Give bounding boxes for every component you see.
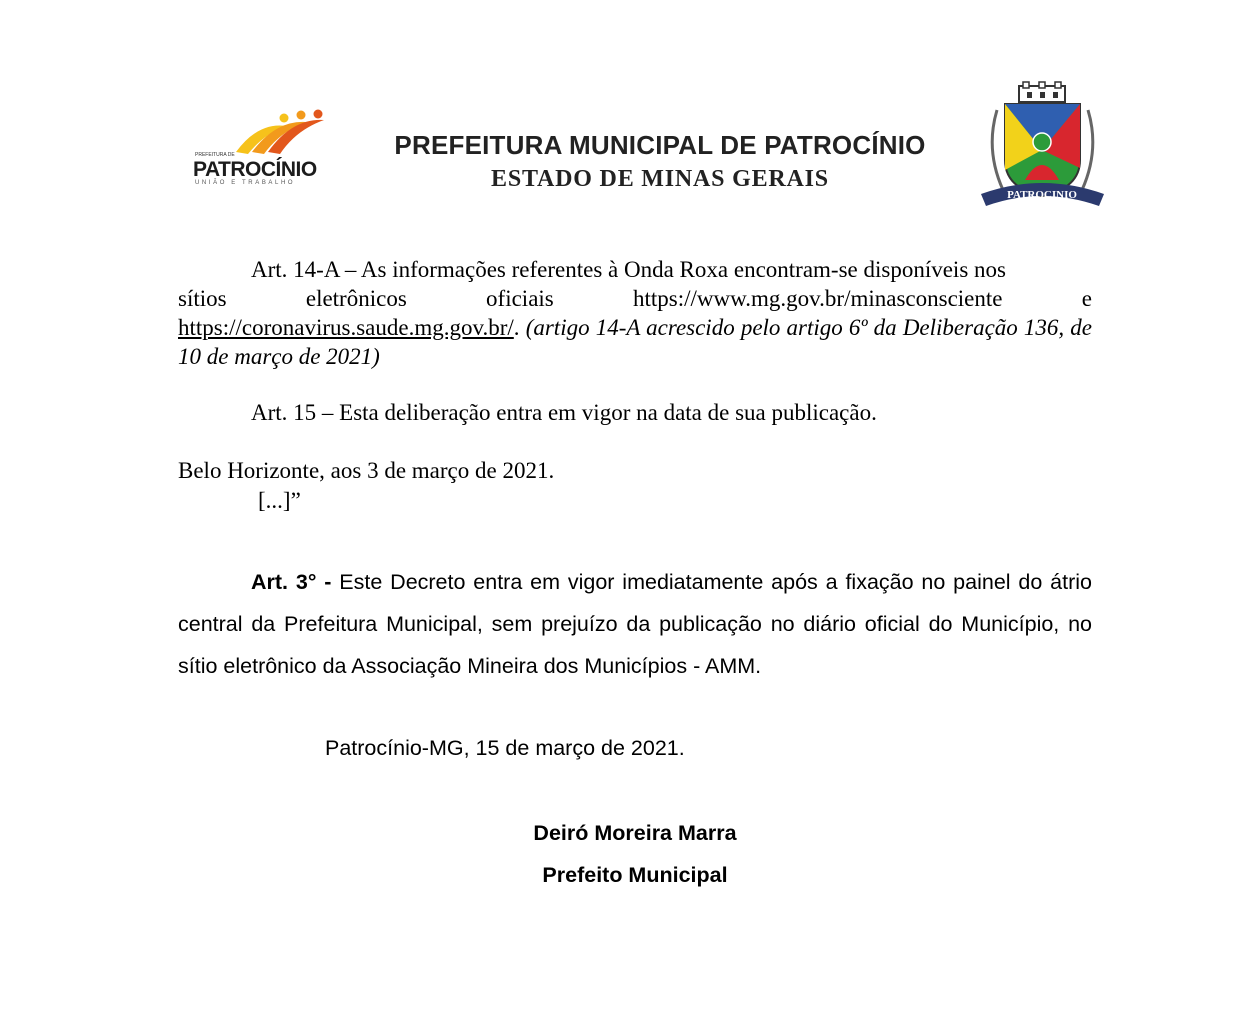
people-logo-icon — [188, 108, 336, 158]
art-3-paragraph — [178, 561, 1092, 687]
coat-of-arms — [975, 80, 1110, 215]
coronavirus-link[interactable]: https://coronavirus.saude.mg.gov.br/ — [178, 315, 514, 340]
quoted-place-date: Belo Horizonte, aos 3 de março de 2021. — [178, 458, 555, 483]
art-14a-line2: sítios eletrônicos oficiais https://www.mg.gov.br/minasconsciente e — [178, 286, 1092, 311]
signer-title: Prefeito Municipal — [542, 863, 728, 887]
logo-tagline: UNIÃO E TRABALHO — [195, 180, 296, 186]
coat-of-arms-icon — [975, 80, 1110, 215]
decree-place-date: Patrocínio-MG, 15 de março de 2021. — [325, 736, 685, 760]
art-14a-line1: Art. 14-A – As informações referentes à Onda Roxa encontram-se disponíveis nos — [251, 257, 1006, 282]
art-14a-note: (artigo 14-A acrescido pelo artigo 6º da Deliberação 136, de 10 de março de 2021) — [178, 315, 1093, 369]
logo-small-text: PREFEITURA DE — [195, 152, 235, 158]
patrocinio-logo — [188, 108, 336, 194]
header-title: PREFEITURA MUNICIPAL DE PATROCÍNIO — [394, 130, 926, 160]
art-14a-paragraph — [178, 255, 1092, 371]
signer-name: Deiró Moreira Marra — [533, 821, 737, 845]
art-3-label: Art. 3° - — [251, 570, 332, 594]
logo-wordmark: PATROCÍNIO — [193, 158, 317, 181]
quote-ellipsis: [...]” — [258, 488, 301, 513]
header-subtitle: ESTADO DE MINAS GERAIS — [491, 166, 829, 192]
art-3-text: Este Decreto entra em vigor imediatamente após a fixação no painel do átrio central da Prefeitura Municipal, sem prejuízo da publicação no diário oficial do Município, no sítio eletrônico da Associação Mineira dos Municípios - AMM. — [178, 570, 1092, 678]
art-15-paragraph: Art. 15 – Esta deliberação entra em vigor na data de sua publicação. — [251, 400, 877, 425]
art-14a-line3: https://coronavirus.saude.mg.gov.br/. (artigo 14-A acrescido pelo artigo 6º da Deliberação 136, de 10 de março de 2021) — [178, 315, 1093, 369]
coat-ribbon-text: PATROCINIO — [1007, 189, 1077, 201]
